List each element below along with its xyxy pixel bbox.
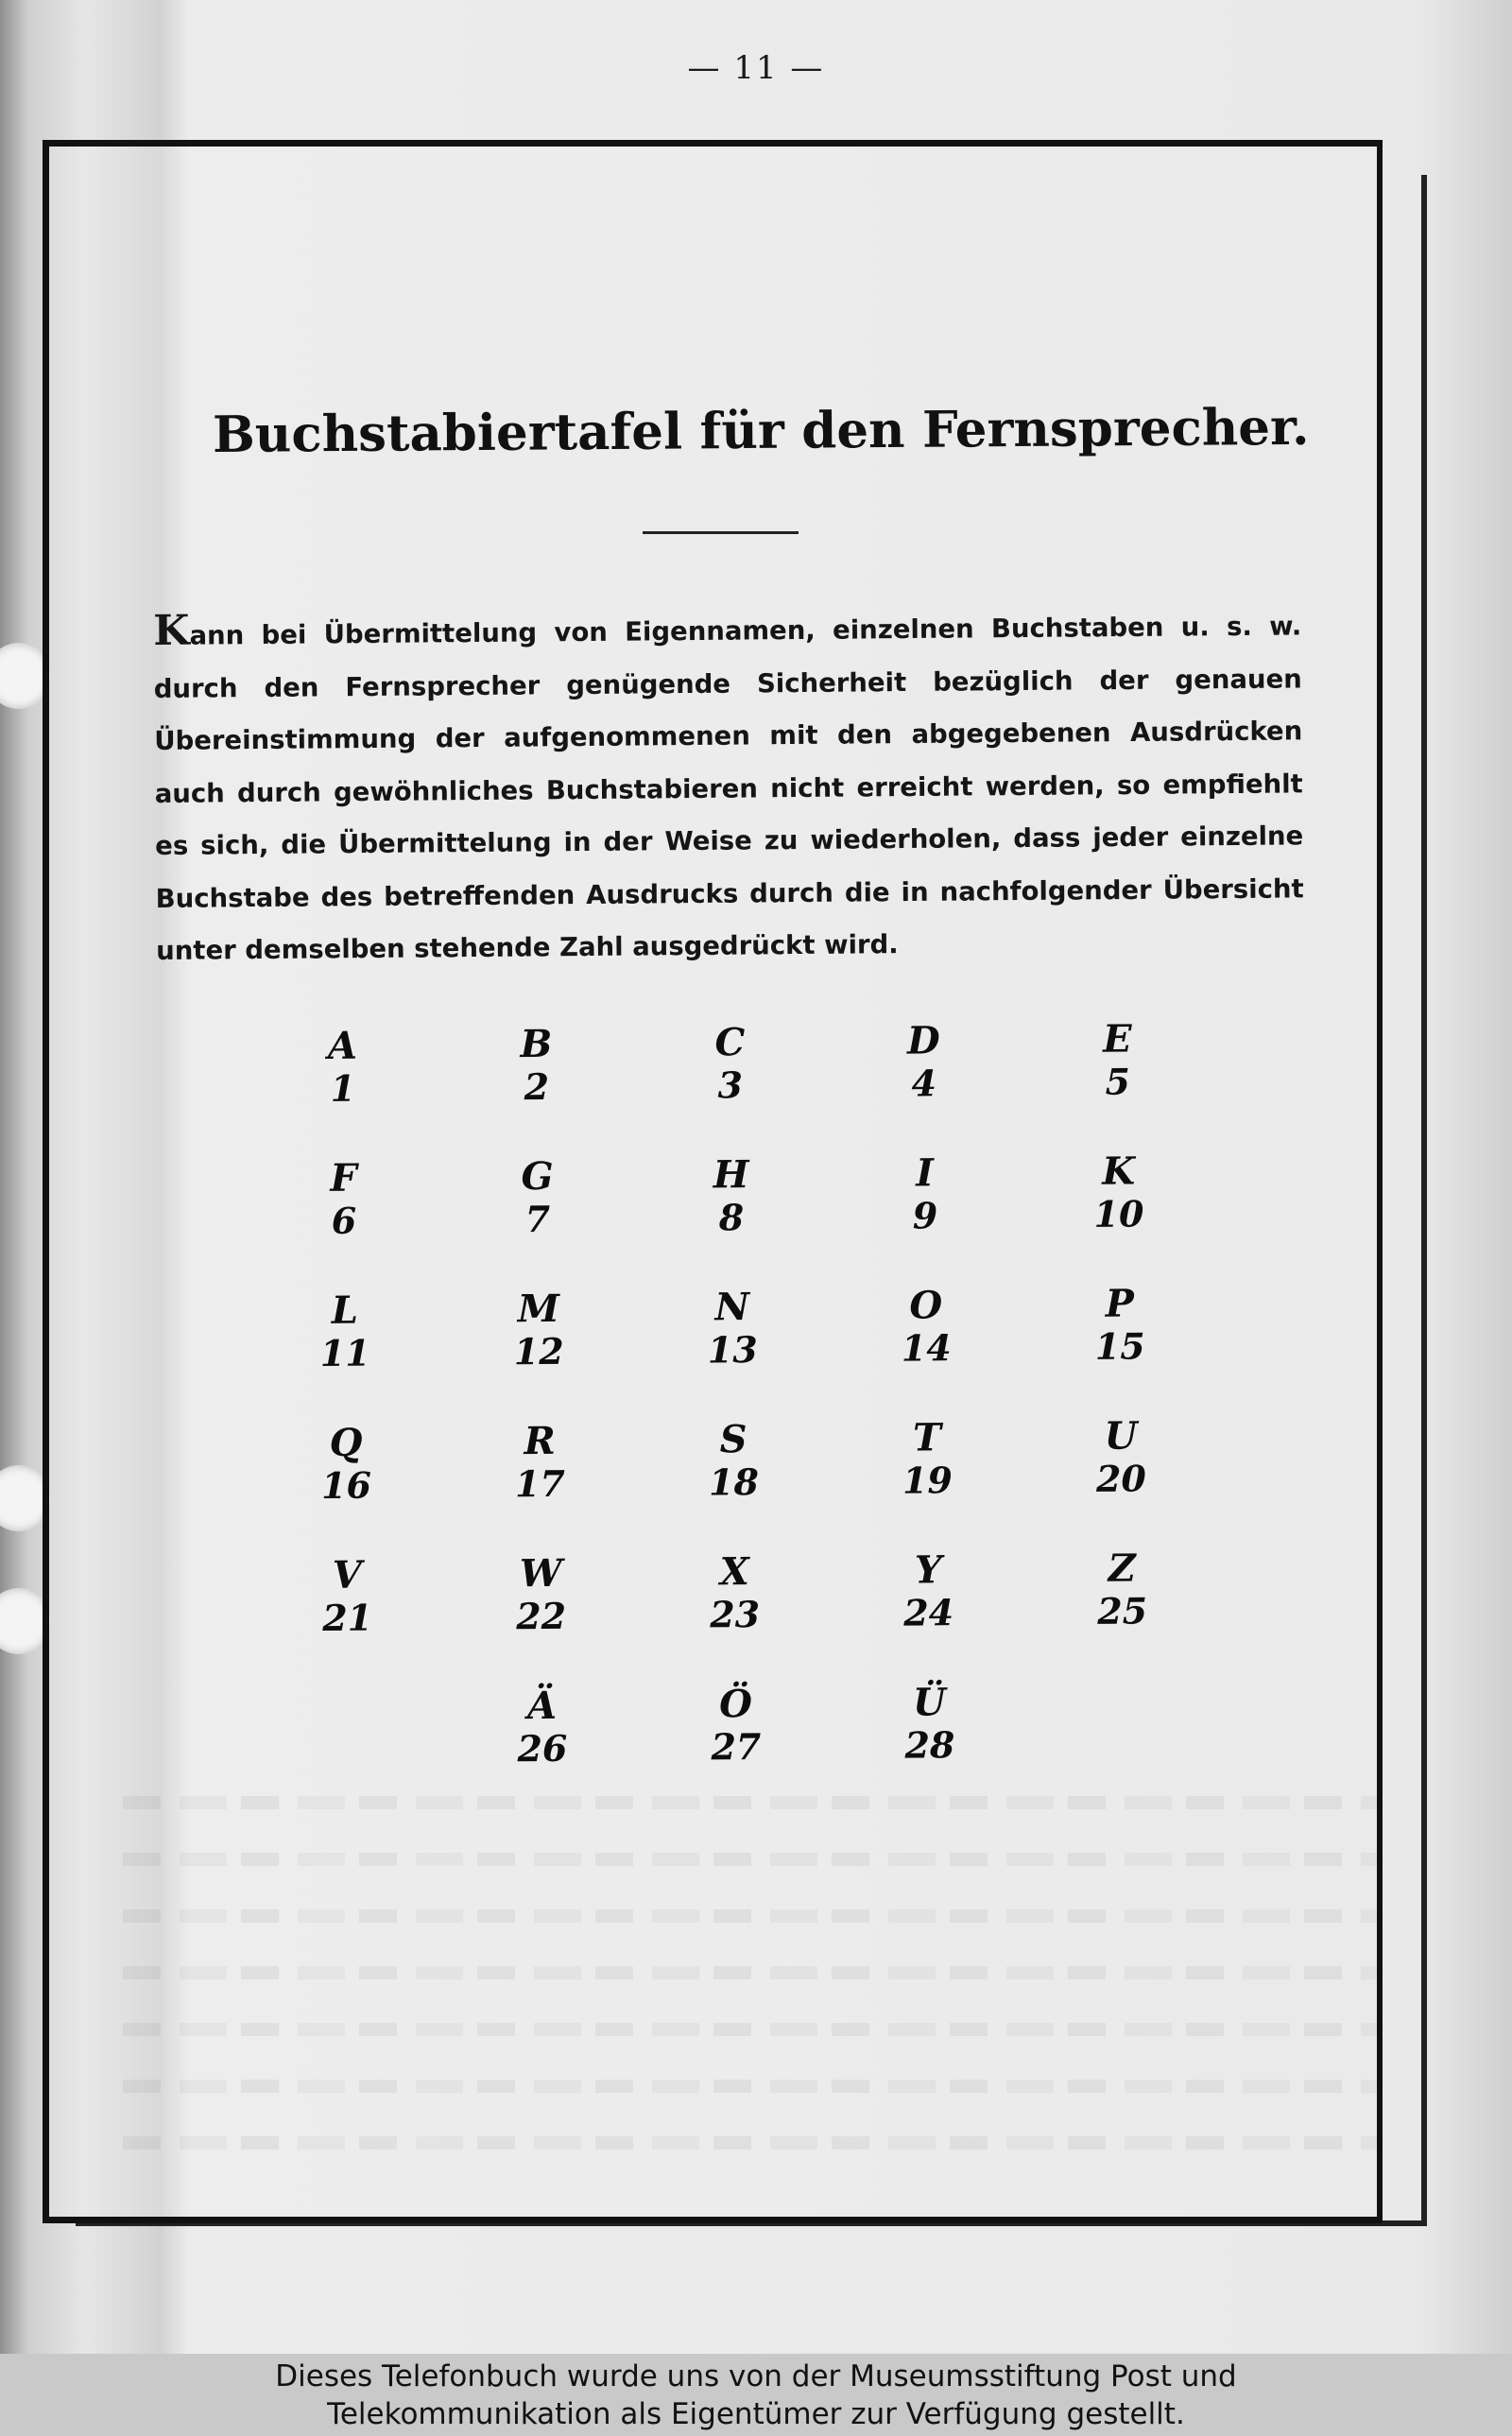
table-number: 17 [514,1461,566,1506]
table-cell [872,1681,987,1767]
page-title: Buchstabiertafel für den Fernsprecher. [212,397,1310,464]
table-cell [290,1553,404,1639]
table-letter: Y [914,1547,942,1593]
table-letter: V [332,1552,363,1598]
table-letter: M [517,1286,560,1332]
table-number: 2 [524,1064,550,1109]
table-number: 11 [319,1331,370,1375]
table-cell [482,1287,596,1373]
table-letter: C [714,1020,746,1065]
drop-cap: K [153,606,190,655]
footer-line-1: Dieses Telefonbuch wurde uns von der Museumsstiftung Post und [275,2359,1237,2393]
table-cell [288,1288,403,1374]
table-number: 22 [516,1594,567,1638]
table-letter: K [1102,1149,1136,1194]
table-number: 14 [901,1326,952,1370]
table-number: 21 [322,1596,373,1640]
table-number: 8 [718,1196,745,1239]
table-number: 16 [320,1463,372,1508]
table-number: 4 [911,1062,937,1105]
table-cell [289,1421,404,1507]
table-cell [286,1156,401,1242]
table-letter: N [714,1285,750,1330]
table-number: 20 [1095,1457,1147,1500]
table-cell [867,1019,981,1105]
footer-line-2: Telekommunikation als Eigentümer zur Verfügung gestellt. [327,2397,1185,2431]
table-number: 1 [330,1066,356,1110]
table-letter: W [519,1550,562,1597]
table-number: 27 [711,1724,762,1769]
table-cell [1065,1546,1179,1633]
table-cell [1061,1149,1176,1235]
table-cell [479,1022,593,1108]
table-cell [1060,1017,1175,1103]
table-number: 25 [1097,1589,1148,1633]
table-cell [485,1684,599,1770]
table-cell [1064,1414,1178,1500]
table-letter: T [912,1415,942,1460]
table-cell [483,1419,597,1505]
table-cell [285,1024,400,1110]
table-letter: B [520,1021,553,1067]
table-letter: S [719,1417,747,1462]
table-cell [678,1550,792,1636]
table-letter: Ü [912,1680,947,1725]
table-cell [674,1153,788,1239]
table-number: 6 [331,1199,357,1242]
table-letter: D [906,1018,940,1063]
table-number: 15 [1094,1324,1145,1368]
paragraph-text: ann bei Übermittelung von Eigennamen, einzelnen Buchstaben u. s. w. durch den Fernsprecher genügende Sicherheit bezüglich der genauen Übereinstimmung der aufgenommenen mit den abgegebenen Ausdrücken auch durch gewöhnliches Buchstabieren nicht erreicht werden, so empfiehlt es sich, die Übermittelung in der Weise zu wiederholen, dass jeder einzelne Buchstabe des betreffenden Ausdrucks durch die in nachfolgender Übersicht unter demselben stehende Zahl ausgedrückt wird. [153,611,1304,966]
table-letter: H [713,1152,749,1198]
table-cell [1063,1282,1177,1368]
table-number: 7 [524,1197,551,1241]
table-cell [484,1551,598,1637]
table-number: 3 [717,1063,744,1107]
table-letter: Ä [526,1683,558,1729]
table-cell [677,1418,791,1504]
table-letter: Q [329,1420,363,1465]
table-letter: Z [1108,1546,1137,1591]
table-number: 10 [1093,1192,1144,1235]
table-number: 24 [903,1591,954,1634]
table-number: 23 [710,1592,761,1636]
page-number: — 11 — [687,49,825,87]
table-letter: G [521,1153,554,1200]
table-letter: L [331,1287,359,1333]
table-number: 26 [517,1726,568,1771]
table-number: 28 [904,1723,955,1767]
footer-notice [0,2354,1512,2436]
table-number: 19 [902,1459,954,1502]
table-number: 5 [1105,1060,1131,1103]
table-letter: E [1102,1016,1132,1062]
table-number: 18 [708,1460,760,1504]
table-cell [868,1151,982,1237]
table-letter: O [909,1283,943,1328]
table-cell [869,1284,984,1370]
table-cell [871,1548,986,1634]
table-cell [673,1021,787,1107]
table-cell [480,1154,594,1240]
table-letter: A [327,1023,358,1068]
table-cell [676,1286,790,1372]
table-number: 12 [513,1329,564,1373]
table-letter: I [916,1150,935,1196]
table-cell [679,1683,793,1769]
table-cell [870,1416,985,1502]
table-letter: Ö [718,1682,753,1727]
table-number: 13 [707,1327,758,1372]
table-number: 9 [912,1194,938,1237]
table-letter: U [1104,1413,1138,1459]
table-letter: X [719,1549,750,1595]
table-letter: P [1105,1281,1135,1326]
table-letter: F [330,1155,358,1201]
table-letter: R [524,1418,556,1464]
